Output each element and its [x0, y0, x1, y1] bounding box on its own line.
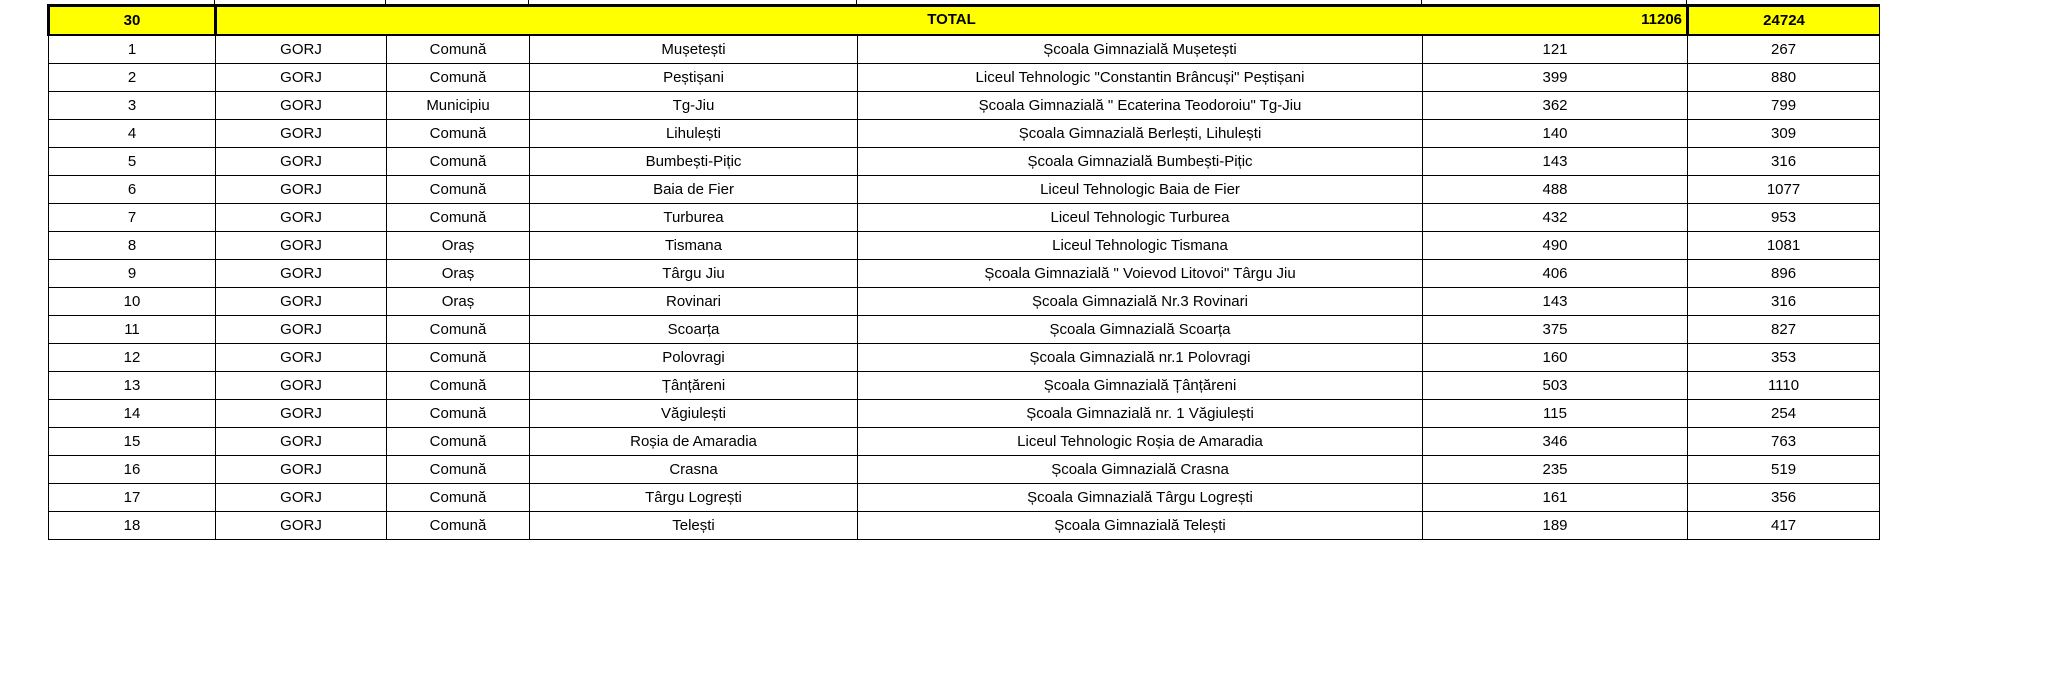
cell-judet[interactable]: GORJ — [216, 35, 387, 64]
cell-localitate[interactable]: Țânțăreni — [530, 372, 858, 400]
cell-value-2[interactable]: 267 — [1688, 35, 1880, 64]
table-row — [49, 428, 1880, 456]
cell-nr[interactable]: 11 — [49, 316, 216, 344]
cell-value-1[interactable]: 143 — [1423, 148, 1688, 176]
cell-value-2[interactable]: 417 — [1688, 512, 1880, 540]
cell-tip[interactable]: Oraș — [387, 288, 530, 316]
cell-scoala[interactable]: Școala Gimnazială Crasna — [858, 456, 1423, 484]
cell-value-2[interactable]: 953 — [1688, 204, 1880, 232]
cell-value-2[interactable]: 1077 — [1688, 176, 1880, 204]
total-sum-col2[interactable]: 24724 — [1688, 6, 1880, 36]
cell-judet[interactable]: GORJ — [216, 316, 387, 344]
cell-scoala[interactable]: Liceul Tehnologic Roșia de Amaradia — [858, 428, 1423, 456]
cell-localitate[interactable]: Tg-Jiu — [530, 92, 858, 120]
cell-value-1[interactable]: 121 — [1423, 35, 1688, 64]
cell-scoala[interactable]: Școala Gimnazială " Ecaterina Teodoroiu" Tg-Jiu — [858, 92, 1423, 120]
cell-value-1[interactable]: 235 — [1423, 456, 1688, 484]
cell-scoala[interactable]: Liceul Tehnologic Turburea — [858, 204, 1423, 232]
cell-scoala[interactable]: Școala Gimnazială Țânțăreni — [858, 372, 1423, 400]
cell-localitate[interactable]: Crasna — [530, 456, 858, 484]
cell-localitate[interactable]: Baia de Fier — [530, 176, 858, 204]
cell-value-2[interactable]: 799 — [1688, 92, 1880, 120]
cell-localitate[interactable]: Scoarța — [530, 316, 858, 344]
cell-judet[interactable]: GORJ — [216, 176, 387, 204]
cell-judet[interactable]: GORJ — [216, 400, 387, 428]
cell-localitate[interactable]: Roșia de Amaradia — [530, 428, 858, 456]
cell-value-1[interactable]: 161 — [1423, 484, 1688, 512]
cell-nr[interactable]: 7 — [49, 204, 216, 232]
cell-value-2[interactable]: 1110 — [1688, 372, 1880, 400]
cell-scoala[interactable]: Școala Gimnazială " Voievod Litovoi" Târgu Jiu — [858, 260, 1423, 288]
cell-scoala[interactable]: Școala Gimnazială nr.1 Polovragi — [858, 344, 1423, 372]
cell-value-1[interactable]: 490 — [1423, 232, 1688, 260]
cell-scoala[interactable]: Școala Gimnazială Telești — [858, 512, 1423, 540]
cell-value-2[interactable]: 519 — [1688, 456, 1880, 484]
cell-scoala[interactable]: Școala Gimnazială Scoarța — [858, 316, 1423, 344]
cell-value-2[interactable]: 254 — [1688, 400, 1880, 428]
cell-judet[interactable]: GORJ — [216, 260, 387, 288]
cell-tip[interactable]: Comună — [387, 372, 530, 400]
cell-value-2[interactable]: 763 — [1688, 428, 1880, 456]
cell-nr[interactable]: 12 — [49, 344, 216, 372]
cell-localitate[interactable]: Bumbești-Pițic — [530, 148, 858, 176]
cell-localitate[interactable]: Târgu Jiu — [530, 260, 858, 288]
cell-tip[interactable]: Comună — [387, 148, 530, 176]
cell-localitate[interactable]: Telești — [530, 512, 858, 540]
cell-judet[interactable]: GORJ — [216, 148, 387, 176]
cell-nr[interactable]: 10 — [49, 288, 216, 316]
total-row — [49, 6, 1880, 36]
cell-value-1[interactable]: 503 — [1423, 372, 1688, 400]
cell-localitate[interactable]: Peștișani — [530, 64, 858, 92]
cell-tip[interactable]: Comună — [387, 316, 530, 344]
cell-value-1[interactable]: 346 — [1423, 428, 1688, 456]
cell-value-2[interactable]: 316 — [1688, 148, 1880, 176]
cell-scoala[interactable]: Școala Gimnazială Bumbești-Pițic — [858, 148, 1423, 176]
cell-nr[interactable]: 2 — [49, 64, 216, 92]
table-row — [49, 92, 1880, 120]
cell-nr[interactable]: 8 — [49, 232, 216, 260]
cell-judet[interactable]: GORJ — [216, 64, 387, 92]
cell-judet[interactable]: GORJ — [216, 428, 387, 456]
cell-value-2[interactable]: 880 — [1688, 64, 1880, 92]
table-row — [49, 372, 1880, 400]
cell-judet[interactable]: GORJ — [216, 92, 387, 120]
cell-tip[interactable]: Oraș — [387, 232, 530, 260]
cell-judet[interactable]: GORJ — [216, 512, 387, 540]
schools-table — [47, 4, 1880, 540]
cell-value-2[interactable]: 1081 — [1688, 232, 1880, 260]
cell-nr[interactable]: 18 — [49, 512, 216, 540]
cell-localitate[interactable]: Lihulești — [530, 120, 858, 148]
table-row — [49, 35, 1880, 64]
cell-nr[interactable]: 5 — [49, 148, 216, 176]
cell-judet[interactable]: GORJ — [216, 288, 387, 316]
cell-value-1[interactable]: 115 — [1423, 400, 1688, 428]
table-row — [49, 260, 1880, 288]
cell-value-1[interactable]: 143 — [1423, 288, 1688, 316]
cell-tip[interactable]: Comună — [387, 512, 530, 540]
cell-value-1[interactable]: 189 — [1423, 512, 1688, 540]
cell-judet[interactable]: GORJ — [216, 232, 387, 260]
cell-tip[interactable]: Comună — [387, 64, 530, 92]
table-row — [49, 456, 1880, 484]
cell-tip[interactable]: Oraș — [387, 260, 530, 288]
cell-localitate[interactable]: Turburea — [530, 204, 858, 232]
cell-value-1[interactable]: 160 — [1423, 344, 1688, 372]
cell-nr[interactable]: 13 — [49, 372, 216, 400]
cell-scoala[interactable]: Liceul Tehnologic Tismana — [858, 232, 1423, 260]
cell-tip[interactable]: Comună — [387, 344, 530, 372]
cell-localitate[interactable]: Polovragi — [530, 344, 858, 372]
cell-judet[interactable]: GORJ — [216, 456, 387, 484]
cell-judet[interactable]: GORJ — [216, 344, 387, 372]
cell-value-2[interactable]: 356 — [1688, 484, 1880, 512]
cell-tip[interactable]: Comună — [387, 428, 530, 456]
cell-value-1[interactable]: 375 — [1423, 316, 1688, 344]
table-row — [49, 512, 1880, 540]
table-row — [49, 288, 1880, 316]
cell-value-2[interactable]: 316 — [1688, 288, 1880, 316]
table-row — [49, 148, 1880, 176]
cell-value-2[interactable]: 896 — [1688, 260, 1880, 288]
cell-localitate[interactable]: Văgiulești — [530, 400, 858, 428]
cell-localitate[interactable]: Rovinari — [530, 288, 858, 316]
total-sum-col1: 11206 — [1641, 11, 1683, 28]
cell-nr[interactable]: 9 — [49, 260, 216, 288]
cell-tip[interactable]: Municipiu — [387, 92, 530, 120]
cell-value-2[interactable]: 353 — [1688, 344, 1880, 372]
cell-scoala[interactable]: Liceul Tehnologic Baia de Fier — [858, 176, 1423, 204]
table-row — [49, 484, 1880, 512]
cell-nr[interactable]: 16 — [49, 456, 216, 484]
cell-scoala[interactable]: Școala Gimnazială Mușetești — [858, 35, 1423, 64]
cell-nr[interactable]: 6 — [49, 176, 216, 204]
cell-value-1[interactable]: 488 — [1423, 176, 1688, 204]
table-row — [49, 400, 1880, 428]
cell-value-1[interactable]: 362 — [1423, 92, 1688, 120]
cell-localitate[interactable]: Tismana — [530, 232, 858, 260]
cell-scoala[interactable]: Școala Gimnazială nr. 1 Văgiulești — [858, 400, 1423, 428]
cell-scoala[interactable]: Școala Gimnazială Târgu Logrești — [858, 484, 1423, 512]
cell-judet[interactable]: GORJ — [216, 484, 387, 512]
cell-scoala[interactable]: Liceul Tehnologic "Constantin Brâncuși" Peștișani — [858, 64, 1423, 92]
table-row — [49, 344, 1880, 372]
cell-tip[interactable]: Comună — [387, 176, 530, 204]
cell-tip[interactable]: Comună — [387, 204, 530, 232]
table-row — [49, 64, 1880, 92]
cell-value-2[interactable]: 309 — [1688, 120, 1880, 148]
cell-value-1[interactable]: 432 — [1423, 204, 1688, 232]
total-label: TOTAL — [927, 11, 976, 28]
table-row — [49, 316, 1880, 344]
total-count-cell[interactable]: 30 — [49, 6, 216, 36]
cell-judet[interactable]: GORJ — [216, 204, 387, 232]
cell-nr[interactable]: 3 — [49, 92, 216, 120]
total-merged-cell[interactable] — [216, 6, 1688, 36]
cell-nr[interactable]: 17 — [49, 484, 216, 512]
cell-tip[interactable]: Comună — [387, 484, 530, 512]
table-row — [49, 120, 1880, 148]
cell-value-1[interactable]: 140 — [1423, 120, 1688, 148]
cell-scoala[interactable]: Școala Gimnazială Nr.3 Rovinari — [858, 288, 1423, 316]
cell-localitate[interactable]: Târgu Logrești — [530, 484, 858, 512]
cell-value-1[interactable]: 399 — [1423, 64, 1688, 92]
cell-localitate[interactable]: Mușetești — [530, 35, 858, 64]
cell-value-2[interactable]: 827 — [1688, 316, 1880, 344]
cell-scoala[interactable]: Școala Gimnazială Berlești, Lihulești — [858, 120, 1423, 148]
table-row — [49, 232, 1880, 260]
cell-tip[interactable]: Comună — [387, 456, 530, 484]
cell-nr[interactable]: 14 — [49, 400, 216, 428]
cell-tip[interactable]: Comună — [387, 400, 530, 428]
cell-nr[interactable]: 15 — [49, 428, 216, 456]
cell-judet[interactable]: GORJ — [216, 372, 387, 400]
cell-tip[interactable]: Comună — [387, 35, 530, 64]
cell-nr[interactable]: 1 — [49, 35, 216, 64]
table-row — [49, 204, 1880, 232]
cell-judet[interactable]: GORJ — [216, 120, 387, 148]
cell-value-1[interactable]: 406 — [1423, 260, 1688, 288]
cell-tip[interactable]: Comună — [387, 120, 530, 148]
cell-nr[interactable]: 4 — [49, 120, 216, 148]
table-row — [49, 176, 1880, 204]
